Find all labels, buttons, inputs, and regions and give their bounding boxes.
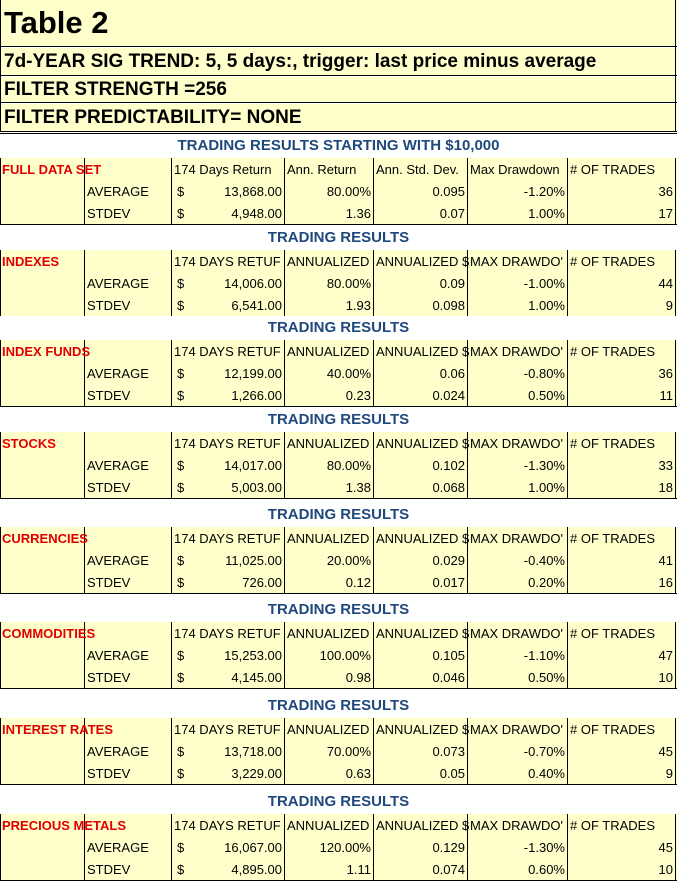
cell-ann: 1.38	[285, 476, 374, 498]
column-header: MAX DRAWDO'	[468, 432, 568, 454]
table-row	[0, 384, 677, 406]
cell-std: 0.074	[374, 858, 468, 880]
blank-cell	[0, 571, 85, 593]
blank-cell	[0, 454, 85, 476]
cell-label: STDEV	[85, 202, 172, 224]
currency-symbol: $	[177, 365, 185, 381]
cell-trades: 45	[568, 836, 676, 858]
grid-line	[0, 593, 677, 594]
currency-symbol: $	[177, 387, 185, 403]
blank-cell	[85, 158, 172, 180]
cell-label: AVERAGE	[85, 549, 172, 571]
cell-ann: 40.00%	[285, 362, 374, 384]
cell-ret: 11,025.00 $	[172, 549, 285, 571]
grid-line	[0, 432, 1, 498]
column-header: ANNUALIZED	[285, 340, 374, 362]
currency-symbol: $	[177, 183, 185, 199]
cell-trades: 17	[568, 202, 676, 224]
cell-trades: 16	[568, 571, 676, 593]
section-header: TRADING RESULTS	[0, 694, 677, 718]
column-header: # OF TRADES	[568, 814, 676, 836]
cell-ret: 4,948.00 $	[172, 202, 285, 224]
blank-cell	[85, 250, 172, 272]
cell-trades: 41	[568, 549, 676, 571]
column-header: # OF TRADES	[568, 250, 676, 272]
column-header: ANNUALIZED	[285, 718, 374, 740]
cell-trades: 45	[568, 740, 676, 762]
table-row	[0, 644, 677, 666]
grid-line	[0, 158, 1, 224]
cell-ret: 16,067.00 $	[172, 836, 285, 858]
cell-ret: 12,199.00 $	[172, 362, 285, 384]
column-header: ANNUALIZED	[285, 250, 374, 272]
column-header-row	[0, 340, 677, 362]
cell-label: STDEV	[85, 294, 172, 316]
cell-ret: 1,266.00 $	[172, 384, 285, 406]
grid-line	[0, 718, 1, 784]
grid-line	[0, 527, 1, 593]
table-row	[0, 294, 677, 316]
cell-ret: 4,895.00 $	[172, 858, 285, 880]
column-header: ANNUALIZED	[285, 527, 374, 549]
cell-label: AVERAGE	[85, 272, 172, 294]
column-header: MAX DRAWDO'	[468, 622, 568, 644]
column-header: ANNUALIZED $	[374, 814, 468, 836]
blank-cell	[85, 622, 172, 644]
cell-std: 0.07	[374, 202, 468, 224]
cell-ret: 15,253.00 $	[172, 644, 285, 666]
cell-ret: 4,145.00 $	[172, 666, 285, 688]
column-header: ANNUALIZED $	[374, 527, 468, 549]
column-header: ANNUALIZED	[285, 432, 374, 454]
section-header: TRADING RESULTS	[0, 790, 677, 814]
column-header: # OF TRADES	[568, 158, 676, 180]
cell-dd: 1.00%	[468, 476, 568, 498]
cell-ann: 80.00%	[285, 180, 374, 202]
column-header: ANNUALIZED $	[374, 718, 468, 740]
cell-std: 0.102	[374, 454, 468, 476]
cell-ret: 726.00 $	[172, 571, 285, 593]
column-header: 174 DAYS RETUF	[172, 527, 285, 549]
cell-std: 0.098	[374, 294, 468, 316]
blank-cell	[0, 858, 85, 880]
column-header: # OF TRADES	[568, 340, 676, 362]
blank-cell	[85, 527, 172, 549]
currency-symbol: $	[177, 861, 185, 877]
blank-cell	[0, 180, 85, 202]
table-row	[0, 858, 677, 880]
cell-ret: 6,541.00 $	[172, 294, 285, 316]
grid-line	[675, 527, 676, 593]
section-header: TRADING RESULTS	[0, 226, 677, 250]
column-header: 174 DAYS RETUF	[172, 814, 285, 836]
cell-dd: -0.40%	[468, 549, 568, 571]
grid-line	[0, 688, 677, 689]
cell-trades: 36	[568, 180, 676, 202]
cell-std: 0.068	[374, 476, 468, 498]
column-header: ANNUALIZED $	[374, 250, 468, 272]
table-row	[0, 454, 677, 476]
filter-predictability: FILTER PREDICTABILITY= NONE	[0, 104, 677, 131]
table-row	[0, 571, 677, 593]
grid-line	[0, 622, 1, 688]
cell-trades: 47	[568, 644, 676, 666]
column-header-row	[0, 622, 677, 644]
cell-ann: 1.11	[285, 858, 374, 880]
table-row	[0, 202, 677, 224]
cell-std: 0.06	[374, 362, 468, 384]
column-header: 174 Days Return	[172, 158, 285, 180]
section-name: FULL DATA SET	[0, 158, 85, 180]
cell-trades: 10	[568, 858, 676, 880]
blank-cell	[0, 762, 85, 784]
currency-symbol: $	[177, 647, 185, 663]
grid-line	[0, 406, 677, 407]
table-row	[0, 836, 677, 858]
column-header: ANNUALIZED	[285, 622, 374, 644]
cell-dd: -0.70%	[468, 740, 568, 762]
currency-symbol: $	[177, 457, 185, 473]
cell-ann: 120.00%	[285, 836, 374, 858]
currency-symbol: $	[177, 743, 185, 759]
grid-line	[675, 340, 676, 406]
blank-cell	[85, 432, 172, 454]
currency-symbol: $	[177, 275, 185, 291]
blank-cell	[0, 202, 85, 224]
column-header-row	[0, 814, 677, 836]
section-name: INDEX FUNDS	[0, 340, 85, 362]
section-header: TRADING RESULTS	[0, 408, 677, 432]
cell-ann: 0.98	[285, 666, 374, 688]
cell-ann: 0.12	[285, 571, 374, 593]
column-header-row	[0, 527, 677, 549]
cell-label: STDEV	[85, 762, 172, 784]
cell-dd: 0.60%	[468, 858, 568, 880]
blank-cell	[0, 476, 85, 498]
blank-cell	[0, 644, 85, 666]
cell-trades: 9	[568, 762, 676, 784]
grid-line	[675, 814, 676, 880]
cell-ann: 0.63	[285, 762, 374, 784]
blank-cell	[0, 549, 85, 571]
cell-label: STDEV	[85, 476, 172, 498]
column-header: # OF TRADES	[568, 622, 676, 644]
column-header: ANNUALIZED $	[374, 432, 468, 454]
cell-label: AVERAGE	[85, 740, 172, 762]
table-row	[0, 762, 677, 784]
currency-symbol: $	[177, 669, 185, 685]
filter-strength: FILTER STRENGTH =256	[0, 77, 677, 102]
cell-std: 0.105	[374, 644, 468, 666]
cell-dd: -1.30%	[468, 454, 568, 476]
cell-ann: 80.00%	[285, 272, 374, 294]
column-header-row	[0, 432, 677, 454]
cell-dd: -1.10%	[468, 644, 568, 666]
section-header: TRADING RESULTS STARTING WITH $10,000	[0, 134, 677, 158]
column-header: Ann. Return	[285, 158, 374, 180]
cell-ret: 5,003.00 $	[172, 476, 285, 498]
cell-dd: 0.20%	[468, 571, 568, 593]
cell-trades: 11	[568, 384, 676, 406]
cell-ret: 13,718.00 $	[172, 740, 285, 762]
cell-std: 0.095	[374, 180, 468, 202]
cell-dd: -1.30%	[468, 836, 568, 858]
section-header: TRADING RESULTS	[0, 503, 677, 527]
grid-line	[0, 880, 677, 881]
cell-ann: 80.00%	[285, 454, 374, 476]
table-row	[0, 549, 677, 571]
table-row	[0, 740, 677, 762]
blank-cell	[0, 384, 85, 406]
cell-std: 0.017	[374, 571, 468, 593]
cell-std: 0.024	[374, 384, 468, 406]
grid-line	[675, 432, 676, 498]
cell-dd: 1.00%	[468, 202, 568, 224]
column-header-row	[0, 158, 677, 180]
column-header: ANNUALIZED	[285, 814, 374, 836]
column-header: MAX DRAWDO'	[468, 340, 568, 362]
cell-ret: 14,006.00 $	[172, 272, 285, 294]
cell-std: 0.073	[374, 740, 468, 762]
column-header-row	[0, 718, 677, 740]
grid-line	[0, 784, 677, 785]
currency-symbol: $	[177, 479, 185, 495]
cell-std: 0.029	[374, 549, 468, 571]
table-title: Table 2	[0, 0, 677, 46]
currency-symbol: $	[177, 552, 185, 568]
cell-label: AVERAGE	[85, 362, 172, 384]
cell-trades: 9	[568, 294, 676, 316]
column-header-row	[0, 250, 677, 272]
section-name: STOCKS	[0, 432, 85, 454]
cell-ann: 100.00%	[285, 644, 374, 666]
column-header: 174 DAYS RETUF	[172, 250, 285, 272]
cell-label: STDEV	[85, 858, 172, 880]
blank-cell	[0, 272, 85, 294]
column-header: 174 DAYS RETUF	[172, 622, 285, 644]
cell-ann: 1.36	[285, 202, 374, 224]
cell-ann: 70.00%	[285, 740, 374, 762]
cell-label: AVERAGE	[85, 454, 172, 476]
blank-cell	[85, 814, 172, 836]
column-header: MAX DRAWDO'	[468, 250, 568, 272]
column-header: 174 DAYS RETUF	[172, 718, 285, 740]
section-header: TRADING RESULTS	[0, 316, 677, 340]
section-name: COMMODITIES	[0, 622, 85, 644]
cell-dd: -1.00%	[468, 272, 568, 294]
column-header: # OF TRADES	[568, 432, 676, 454]
grid-line	[0, 814, 1, 880]
table-row	[0, 180, 677, 202]
column-header: ANNUALIZED $	[374, 340, 468, 362]
cell-ann: 20.00%	[285, 549, 374, 571]
grid-line	[0, 340, 1, 406]
cell-label: STDEV	[85, 666, 172, 688]
cell-dd: 0.40%	[468, 762, 568, 784]
cell-std: 0.129	[374, 836, 468, 858]
currency-symbol: $	[177, 765, 185, 781]
grid-line	[675, 622, 676, 688]
cell-trades: 10	[568, 666, 676, 688]
section-name: INTEREST RATES	[0, 718, 85, 740]
signal-description: 7d-YEAR SIG TREND: 5, 5 days:, trigger: last price minus average	[0, 48, 677, 75]
column-header: MAX DRAWDO'	[468, 527, 568, 549]
cell-label: STDEV	[85, 571, 172, 593]
cell-trades: 44	[568, 272, 676, 294]
column-header: # OF TRADES	[568, 718, 676, 740]
grid-line	[0, 498, 677, 499]
grid-line	[675, 250, 676, 316]
grid-line	[0, 133, 677, 134]
cell-std: 0.09	[374, 272, 468, 294]
column-header: MAX DRAWDO'	[468, 814, 568, 836]
cell-dd: 1.00%	[468, 294, 568, 316]
section-name: PRECIOUS METALS	[0, 814, 85, 836]
table-row	[0, 666, 677, 688]
grid-line	[675, 718, 676, 784]
blank-cell	[0, 666, 85, 688]
blank-cell	[0, 294, 85, 316]
blank-cell	[0, 362, 85, 384]
cell-ann: 0.23	[285, 384, 374, 406]
cell-label: AVERAGE	[85, 180, 172, 202]
cell-ret: 14,017.00 $	[172, 454, 285, 476]
cell-std: 0.046	[374, 666, 468, 688]
grid-line	[675, 158, 676, 224]
column-header: ANNUALIZED $	[374, 622, 468, 644]
section-header: TRADING RESULTS	[0, 598, 677, 622]
column-header: MAX DRAWDO'	[468, 718, 568, 740]
cell-dd: 0.50%	[468, 384, 568, 406]
blank-cell	[85, 718, 172, 740]
section-name: CURRENCIES	[0, 527, 85, 549]
blank-cell	[0, 740, 85, 762]
section-name: INDEXES	[0, 250, 85, 272]
grid-line	[0, 224, 677, 225]
currency-symbol: $	[177, 205, 185, 221]
column-header: # OF TRADES	[568, 527, 676, 549]
grid-line	[0, 250, 1, 316]
cell-trades: 33	[568, 454, 676, 476]
column-header: Ann. Std. Dev.	[374, 158, 468, 180]
table-row	[0, 476, 677, 498]
currency-symbol: $	[177, 574, 185, 590]
cell-std: 0.05	[374, 762, 468, 784]
cell-trades: 18	[568, 476, 676, 498]
cell-ret: 3,229.00 $	[172, 762, 285, 784]
cell-ann: 1.93	[285, 294, 374, 316]
cell-label: AVERAGE	[85, 644, 172, 666]
blank-cell	[0, 836, 85, 858]
cell-dd: -0.80%	[468, 362, 568, 384]
table-row	[0, 362, 677, 384]
cell-dd: -1.20%	[468, 180, 568, 202]
cell-trades: 36	[568, 362, 676, 384]
currency-symbol: $	[177, 297, 185, 313]
blank-cell	[85, 340, 172, 362]
cell-label: AVERAGE	[85, 836, 172, 858]
column-header: Max Drawdown	[468, 158, 568, 180]
cell-ret: 13,868.00 $	[172, 180, 285, 202]
cell-label: STDEV	[85, 384, 172, 406]
cell-dd: 0.50%	[468, 666, 568, 688]
table-row	[0, 272, 677, 294]
column-header: 174 DAYS RETUF	[172, 340, 285, 362]
currency-symbol: $	[177, 839, 185, 855]
column-header: 174 DAYS RETUF	[172, 432, 285, 454]
